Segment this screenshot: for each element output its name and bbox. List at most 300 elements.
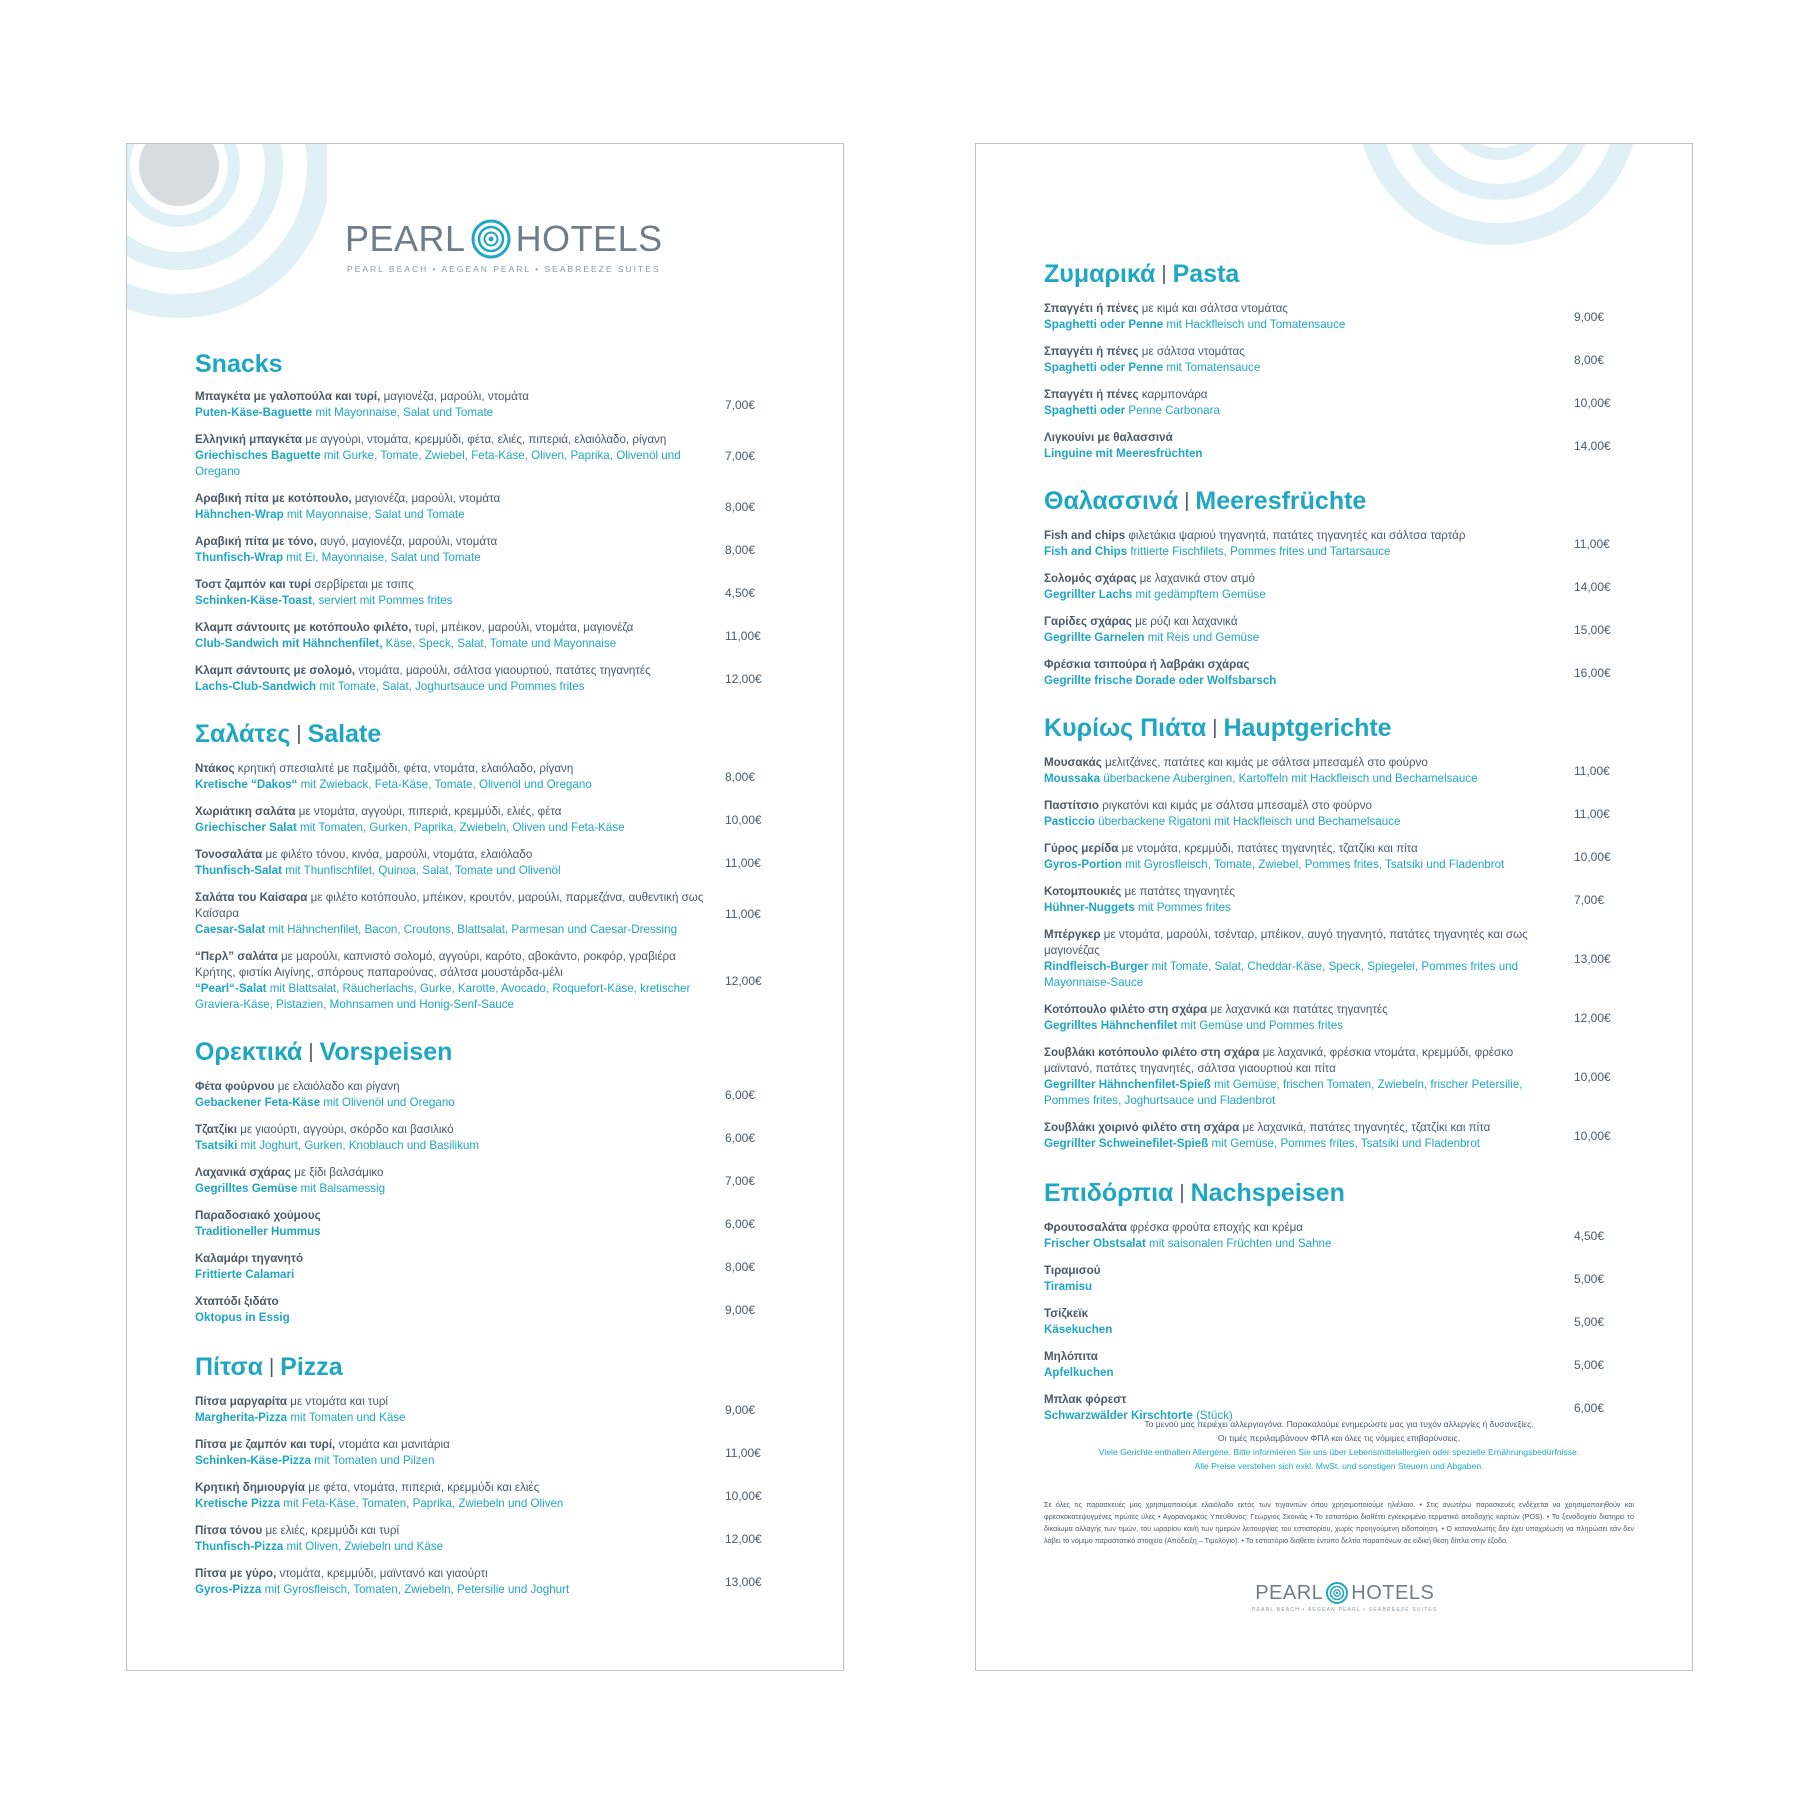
section-title-de: Snacks bbox=[195, 350, 283, 378]
item-name-gr: Πίτσα μαργαρίτα bbox=[195, 1395, 288, 1408]
menu-item bbox=[1044, 1002, 1634, 1034]
menu-item bbox=[1044, 614, 1634, 646]
item-price: 6,00€ bbox=[725, 1131, 756, 1145]
section-title-gr: Επιδόρπια bbox=[1044, 1179, 1174, 1207]
item-german-line bbox=[195, 1453, 705, 1469]
item-price: 5,00€ bbox=[1574, 1272, 1605, 1286]
menu-item-list bbox=[1044, 1220, 1634, 1424]
item-desc-gr: με ξίδι βαλσάμικο bbox=[290, 1166, 384, 1179]
item-name-de: Tsatsiki bbox=[195, 1139, 238, 1152]
menu-item-description bbox=[195, 432, 705, 480]
menu-item-description bbox=[1044, 798, 1554, 830]
menu-section bbox=[1044, 486, 1634, 689]
item-desc-gr: κρητική σπεσιαλιτέ με παξιμάδι, φέτα, ντομάτα, ελαιόλαδο, ρίγανη bbox=[234, 762, 574, 775]
item-desc-de: mit Ei, Mayonnaise, Salat und Tomate bbox=[283, 551, 481, 564]
note-de-1: Viele Gerichte enthalten Allergene. Bitte informieren Sie uns über Lebensmittelallergien oder spezielle Ernährungsbedürfnisse. bbox=[1098, 1447, 1580, 1457]
menu-section bbox=[195, 1352, 785, 1598]
item-name-de: Gegrillter Lachs bbox=[1044, 588, 1133, 601]
menu-item-description bbox=[1044, 927, 1554, 991]
item-name-gr: Γαρίδες σχάρας bbox=[1044, 615, 1132, 628]
item-desc-gr: με μαρούλι, καπνιστό σολομό, αγγούρι, καρότο, αβοκάντο, ροκφόρ, γραβιέρα Κρήτης, φιστίκι Αιγίνης, σπόρους παπαρούνας, σάλτσα μουστάρδα-μέλι bbox=[195, 950, 676, 979]
section-title-gr: Κυρίως Πιάτα bbox=[1044, 714, 1207, 742]
item-price: 8,00€ bbox=[725, 543, 756, 557]
item-name-de: Hähnchen-Wrap bbox=[195, 508, 284, 521]
section-title-de: Nachspeisen bbox=[1190, 1179, 1345, 1207]
menu-item-description bbox=[195, 890, 705, 938]
menu-item-description bbox=[195, 1165, 705, 1197]
item-desc-gr: με σάλτσα ντομάτας bbox=[1138, 345, 1245, 358]
item-german-line bbox=[1044, 1077, 1554, 1109]
section-title-separator: | bbox=[1179, 1182, 1185, 1204]
logo-word-hotels: HOTELS bbox=[1351, 1581, 1435, 1604]
item-desc-de: mit Feta-Käse, Tomaten, Paprika, Zwiebeln und Oliven bbox=[280, 1497, 564, 1510]
item-desc-de: (Stück) bbox=[1192, 1409, 1233, 1422]
menu-item bbox=[1044, 1306, 1634, 1338]
item-name-gr: Κλαμπ σάντουιτς με σολομό, bbox=[195, 664, 356, 677]
item-greek-line bbox=[195, 1523, 705, 1539]
section-title-gr: Θαλασσινά bbox=[1044, 487, 1179, 515]
item-name-de: Schwarzwälder Kirschtorte bbox=[1044, 1409, 1193, 1422]
menu-item bbox=[195, 1251, 785, 1283]
item-desc-gr: μελιτζάνες, πατάτες και κιμάς με σάλτσα μπεσαμέλ στο φούρνο bbox=[1101, 756, 1428, 769]
item-greek-line bbox=[195, 1294, 705, 1310]
section-title-separator: | bbox=[296, 723, 302, 745]
item-german-line bbox=[195, 679, 705, 695]
menu-item bbox=[1044, 798, 1634, 830]
item-greek-line bbox=[195, 620, 705, 636]
item-price: 11,00€ bbox=[725, 1446, 761, 1460]
item-name-gr: Πίτσα με γύρο, bbox=[195, 1567, 277, 1580]
menu-item-description bbox=[1044, 1306, 1554, 1338]
menu-section bbox=[1044, 259, 1634, 462]
item-german-line bbox=[195, 405, 705, 421]
item-german-line bbox=[195, 1582, 705, 1598]
item-desc-gr: φρέσκα φρούτα εποχής και κρέμα bbox=[1126, 1221, 1303, 1234]
menu-item bbox=[195, 1566, 785, 1598]
item-price: 11,00€ bbox=[1574, 764, 1610, 778]
item-desc-de: überbackene Rigatoni mit Hackfleisch und Bechamelsauce bbox=[1094, 815, 1401, 828]
pearl-spiral-icon bbox=[470, 218, 512, 260]
item-name-gr: Κλαμπ σάντουιτς με κοτόπουλο φιλέτο, bbox=[195, 621, 412, 634]
item-name-gr: Τονοσαλάτα bbox=[195, 848, 263, 861]
item-name-de: Caesar-Salat bbox=[195, 923, 266, 936]
item-price: 5,00€ bbox=[1574, 1358, 1605, 1372]
item-greek-line bbox=[195, 1437, 705, 1453]
section-title-gr: Πίτσα bbox=[195, 1353, 263, 1381]
menu-item-description bbox=[1044, 430, 1554, 462]
note-gr-1: Το μενού μας περιέχει αλλεργιογόνα. Παρακαλούμε ενημερώστε μας για τυχόν αλλεργίες ή δυσανεξίες. bbox=[1144, 1419, 1534, 1429]
item-desc-de: mit Tomate, Salat, Joghurtsauce und Pommes frites bbox=[316, 680, 585, 693]
item-price: 15,00€ bbox=[1574, 623, 1611, 637]
item-price: 12,00€ bbox=[725, 672, 762, 686]
item-name-gr: Φέτα φούρνου bbox=[195, 1080, 275, 1093]
item-name-de: Kretische “Dakos“ bbox=[195, 778, 298, 791]
menu-item-list bbox=[195, 1394, 785, 1598]
item-name-de: Gebackener Feta-Käse bbox=[195, 1096, 321, 1109]
item-greek-line bbox=[1044, 387, 1554, 403]
item-greek-line bbox=[1044, 798, 1554, 814]
item-desc-de: mit Oliven, Zwiebeln und Käse bbox=[283, 1540, 444, 1553]
item-desc-de: mit Zwieback, Feta-Käse, Tomate, Olivenöl und Oregano bbox=[297, 778, 592, 791]
item-name-de: “Pearl“-Salat bbox=[195, 982, 267, 995]
section-title bbox=[195, 349, 785, 379]
item-desc-de: mit Olivenöl und Oregano bbox=[320, 1096, 455, 1109]
item-greek-line bbox=[1044, 657, 1554, 673]
item-desc-de: Penne Carbonara bbox=[1125, 404, 1220, 417]
item-price: 8,00€ bbox=[725, 770, 756, 784]
item-name-gr: Μπέργκερ bbox=[1044, 928, 1101, 941]
item-name-de: Gegrilltes Hähnchenfilet bbox=[1044, 1019, 1178, 1032]
item-desc-de: mit Hähnchenfilet, Bacon, Croutons, Blattsalat, Parmesan und Caesar-Dressing bbox=[265, 923, 678, 936]
menu-section bbox=[195, 1037, 785, 1326]
menu-item bbox=[195, 1437, 785, 1469]
menu-item bbox=[195, 1122, 785, 1154]
item-greek-line bbox=[1044, 430, 1554, 446]
item-price: 8,00€ bbox=[1574, 353, 1605, 367]
item-price: 10,00€ bbox=[725, 813, 762, 827]
item-german-line bbox=[195, 1410, 705, 1426]
item-greek-line bbox=[1044, 841, 1554, 857]
menu-item-description bbox=[195, 949, 705, 1013]
item-desc-gr: αυγό, μαγιονέζα, μαρούλι, ντομάτα bbox=[316, 535, 498, 548]
item-price: 14,00€ bbox=[1574, 439, 1611, 453]
item-price: 11,00€ bbox=[1574, 537, 1610, 551]
pearl-hotels-logo bbox=[345, 218, 663, 274]
menu-item-description bbox=[1044, 1263, 1554, 1295]
item-german-line bbox=[1044, 446, 1554, 462]
menu-section bbox=[1044, 1178, 1634, 1424]
item-desc-de: mit saisonalen Früchten und Sahne bbox=[1145, 1237, 1332, 1250]
pearl-spiral-icon bbox=[1325, 1581, 1349, 1605]
item-desc-gr: μαγιονέζα, μαρούλι, ντομάτα bbox=[351, 492, 501, 505]
item-desc-gr: ντομάτα, κρεμμύδι, μαϊντανό και γιαούρτι bbox=[276, 1567, 488, 1580]
menu-item-description bbox=[195, 620, 705, 652]
item-name-de: Frischer Obstsalat bbox=[1044, 1237, 1146, 1250]
menu-item-description bbox=[195, 804, 705, 836]
item-desc-gr: με ντομάτα, μαρούλι, τσένταρ, μπέικον, αυγό τηγανητό, πατάτες τηγανητές και σως μαγιονέζας bbox=[1044, 928, 1528, 957]
item-greek-line bbox=[195, 1122, 705, 1138]
item-german-line bbox=[1044, 1279, 1554, 1295]
item-name-gr: Πίτσα τόνου bbox=[195, 1524, 263, 1537]
item-desc-de: mit Tomaten und Käse bbox=[287, 1411, 406, 1424]
item-price: 12,00€ bbox=[1574, 1011, 1611, 1025]
item-greek-line bbox=[195, 491, 705, 507]
item-desc-de: mit Mayonnaise, Salat und Tomate bbox=[283, 508, 465, 521]
menu-item-description bbox=[1044, 1002, 1554, 1034]
menu-item-description bbox=[1044, 841, 1554, 873]
item-desc-gr: με λαχανικά και πατάτες τηγανητές bbox=[1207, 1003, 1388, 1016]
menu-item-description bbox=[1044, 1349, 1554, 1381]
item-desc-gr: με κιμά και σάλτσα ντομάτας bbox=[1138, 302, 1288, 315]
menu-section bbox=[1044, 713, 1634, 1152]
item-name-gr: Σολομός σχάρας bbox=[1044, 572, 1137, 585]
menu-item-description bbox=[195, 389, 705, 421]
item-desc-gr: σερβίρεται με τσιπς bbox=[311, 578, 414, 591]
item-greek-line bbox=[195, 949, 705, 981]
item-german-line bbox=[1044, 771, 1554, 787]
item-greek-line bbox=[195, 577, 705, 593]
item-desc-de: , serviert mit Pommes frites bbox=[312, 594, 453, 607]
menu-item bbox=[195, 491, 785, 523]
item-german-line bbox=[195, 636, 705, 652]
item-greek-line bbox=[195, 847, 705, 863]
section-title bbox=[1044, 486, 1634, 518]
section-title-de: Pasta bbox=[1172, 260, 1240, 288]
item-name-de: Gyros-Portion bbox=[1044, 858, 1122, 871]
item-german-line bbox=[195, 777, 705, 793]
menu-item-description bbox=[195, 1566, 705, 1598]
item-name-gr: Τζατζίκι bbox=[195, 1123, 237, 1136]
item-greek-line bbox=[1044, 1349, 1554, 1365]
item-greek-line bbox=[195, 890, 705, 922]
item-greek-line bbox=[1044, 301, 1554, 317]
item-name-de: Schinken-Käse-Toast bbox=[195, 594, 313, 607]
item-german-line bbox=[1044, 1236, 1554, 1252]
item-greek-line bbox=[1044, 571, 1554, 587]
section-title-separator: | bbox=[1212, 717, 1218, 739]
item-greek-line bbox=[195, 663, 705, 679]
menu-item bbox=[195, 1208, 785, 1240]
item-german-line bbox=[1044, 1322, 1554, 1338]
item-name-gr: Χωριάτικη σαλάτα bbox=[195, 805, 296, 818]
item-greek-line bbox=[195, 1394, 705, 1410]
item-greek-line bbox=[195, 389, 705, 405]
item-price: 4,50€ bbox=[1574, 1229, 1605, 1243]
menu-item-description bbox=[195, 1394, 705, 1426]
menu-item bbox=[195, 1165, 785, 1197]
item-greek-line bbox=[1044, 344, 1554, 360]
item-name-de: Gegrilltes Gemüse bbox=[195, 1182, 298, 1195]
item-name-gr: Γύρος μερίδα bbox=[1044, 842, 1119, 855]
item-name-de: Fish and Chips bbox=[1044, 545, 1128, 558]
menu-item-description bbox=[1044, 1120, 1554, 1152]
item-german-line bbox=[1044, 959, 1554, 991]
item-price: 11,00€ bbox=[725, 856, 761, 870]
item-name-gr: Τοστ ζαμπόν και τυρί bbox=[195, 578, 312, 591]
item-desc-gr: με γιαούρτι, αγγούρι, σκόρδο και βασιλικό bbox=[237, 1123, 454, 1136]
menu-item-description bbox=[1044, 344, 1554, 376]
logo-word-hotels: HOTELS bbox=[515, 218, 663, 259]
item-name-de: Gyros-Pizza bbox=[195, 1583, 262, 1596]
item-name-de: Gegrillter Schweinefilet-Spieß bbox=[1044, 1137, 1209, 1150]
menu-item bbox=[1044, 1349, 1634, 1381]
item-name-de: Griechisches Baguette bbox=[195, 449, 321, 462]
menu-page-right bbox=[975, 143, 1693, 1671]
menu-item bbox=[195, 761, 785, 793]
item-greek-line bbox=[1044, 1306, 1554, 1322]
section-title-de: Hauptgerichte bbox=[1223, 714, 1392, 742]
item-desc-de: mit Gurke, Tomate, Zwiebel, Feta-Käse, Oliven, Paprika, Olivenöl und Oregano bbox=[195, 449, 681, 478]
item-name-de: Rindfleisch-Burger bbox=[1044, 960, 1149, 973]
menu-item-list bbox=[1044, 301, 1634, 462]
menu-item-description bbox=[195, 847, 705, 879]
menu-item bbox=[1044, 1045, 1634, 1109]
item-desc-gr: με ντομάτα, αγγούρι, πιπεριά, κρεμμύδι, ελιές, φέτα bbox=[295, 805, 562, 818]
item-greek-line bbox=[1044, 614, 1554, 630]
menu-item-description bbox=[195, 663, 705, 695]
menu-item bbox=[195, 389, 785, 421]
item-desc-gr: με λαχανικά στον ατμό bbox=[1136, 572, 1255, 585]
menu-item bbox=[195, 663, 785, 695]
item-greek-line bbox=[1044, 884, 1554, 900]
item-desc-de: mit Gyrosfleisch, Tomaten, Zwiebeln, Petersilie und Joghurt bbox=[261, 1583, 570, 1596]
item-name-gr: Σουβλάκι κοτόπουλο φιλέτο στη σχάρα bbox=[1044, 1046, 1260, 1059]
item-german-line bbox=[1044, 360, 1554, 376]
item-desc-de: mit Thunfischfilet, Quinoa, Salat, Tomate und Olivenöl bbox=[281, 864, 561, 877]
menu-item bbox=[1044, 387, 1634, 419]
menu-item bbox=[195, 1079, 785, 1111]
menu-item-description bbox=[1044, 571, 1554, 603]
menu-item-description bbox=[1044, 1220, 1554, 1252]
item-price: 10,00€ bbox=[725, 1489, 762, 1503]
item-desc-de: mit Gemüse, Pommes frites, Tsatsiki und Fladenbrot bbox=[1208, 1137, 1480, 1150]
menu-item bbox=[195, 432, 785, 480]
menu-item-description bbox=[195, 1208, 705, 1240]
item-german-line bbox=[195, 1181, 705, 1197]
item-name-de: Pasticcio bbox=[1044, 815, 1095, 828]
item-name-de: Thunfisch-Wrap bbox=[195, 551, 284, 564]
item-name-gr: Αραβική πίτα με κοτόπουλο, bbox=[195, 492, 352, 505]
section-title bbox=[1044, 1178, 1634, 1210]
item-german-line bbox=[195, 981, 705, 1013]
item-desc-gr: με ρύζι και λαχανικά bbox=[1131, 615, 1238, 628]
menu-item-list bbox=[1044, 528, 1634, 689]
item-name-de: Schinken-Käse-Pizza bbox=[195, 1454, 311, 1467]
menu-page-left bbox=[126, 143, 844, 1671]
item-name-gr: Τσίζκεϊκ bbox=[1044, 1307, 1089, 1320]
item-greek-line bbox=[1044, 1392, 1554, 1408]
item-german-line bbox=[1044, 1018, 1554, 1034]
item-desc-de: mit Blattsalat, Räucherlachs, Gurke, Karotte, Avocado, Roquefort-Käse, kretischer Graviera-Käse, Pistazien, Mohnsamen und Honig-Senf-Sauce bbox=[195, 982, 691, 1011]
menu-right-sections bbox=[1044, 259, 1634, 1435]
menu-section bbox=[195, 349, 785, 695]
menu-item bbox=[195, 847, 785, 879]
item-price: 9,00€ bbox=[725, 1303, 756, 1317]
menu-item-list bbox=[195, 1079, 785, 1326]
section-title-de: Pizza bbox=[280, 1353, 343, 1381]
item-price: 13,00€ bbox=[725, 1575, 762, 1589]
item-price: 8,00€ bbox=[725, 500, 756, 514]
item-desc-de: mit Gemüse, frischen Tomaten, Zwiebeln, frischer Petersilie, Pommes frites, Joghurtsauce und Fladenbrot bbox=[1044, 1078, 1523, 1107]
menu-item-description bbox=[195, 534, 705, 566]
item-greek-line bbox=[195, 1566, 705, 1582]
item-name-gr: Λιγκουίνι με θαλασσινά bbox=[1044, 431, 1173, 444]
item-price: 8,00€ bbox=[725, 1260, 756, 1274]
item-name-de: Käsekuchen bbox=[1044, 1323, 1113, 1336]
item-price: 7,00€ bbox=[725, 1174, 756, 1188]
item-desc-gr: με φιλέτο κοτόπουλο, μπέικον, κρουτόν, μαρούλι, παρμεζάνα, αυθεντική σως Καίσαρα bbox=[195, 891, 704, 920]
item-german-line bbox=[1044, 587, 1554, 603]
item-name-gr: Σαλάτα του Καίσαρα bbox=[195, 891, 308, 904]
item-german-line bbox=[195, 507, 705, 523]
pearl-hotels-logo-footer bbox=[1252, 1581, 1438, 1613]
item-name-gr: Παστίτσιο bbox=[1044, 799, 1099, 812]
item-name-de: Oktopus in Essig bbox=[195, 1311, 290, 1324]
section-title-separator: | bbox=[1184, 490, 1190, 512]
item-price: 10,00€ bbox=[1574, 1070, 1611, 1084]
item-name-gr: Αραβική πίτα με τόνο, bbox=[195, 535, 317, 548]
item-price: 13,00€ bbox=[1574, 952, 1611, 966]
item-name-de: Lachs-Club-Sandwich bbox=[195, 680, 317, 693]
item-price: 6,00€ bbox=[725, 1088, 756, 1102]
menu-item-description bbox=[195, 1480, 705, 1512]
item-desc-gr: φιλετάκια ψαριού τηγανητά, πατάτες τηγανητές και σάλτσα ταρτάρ bbox=[1125, 529, 1466, 542]
item-name-gr: “Περλ” σαλάτα bbox=[195, 950, 278, 963]
item-desc-gr: με ντομάτα και τυρί bbox=[287, 1395, 388, 1408]
logo-word-pearl: PEARL bbox=[1255, 1581, 1324, 1604]
item-name-gr: Πίτσα με ζαμπόν και τυρί, bbox=[195, 1438, 336, 1451]
item-name-de: Tiramisu bbox=[1044, 1280, 1093, 1293]
item-german-line bbox=[195, 448, 705, 480]
item-name-de: Griechischer Salat bbox=[195, 821, 297, 834]
item-desc-de: mit Hackfleisch und Tomatensauce bbox=[1163, 318, 1346, 331]
item-greek-line bbox=[195, 1208, 705, 1224]
item-greek-line bbox=[195, 1480, 705, 1496]
menu-item bbox=[1044, 927, 1634, 991]
item-desc-gr: καρμπονάρα bbox=[1138, 388, 1208, 401]
pearl-rings-decoration bbox=[127, 144, 327, 334]
item-price: 10,00€ bbox=[1574, 396, 1611, 410]
menu-item-description bbox=[195, 1079, 705, 1111]
item-greek-line bbox=[1044, 1263, 1554, 1279]
item-price: 14,00€ bbox=[1574, 580, 1611, 594]
item-name-de: Kretische Pizza bbox=[195, 1497, 281, 1510]
item-desc-de: mit Gyrosfleisch, Tomate, Zwiebel, Pommes frites, Tsatsiki und Fladenbrot bbox=[1121, 858, 1505, 871]
menu-item bbox=[1044, 884, 1634, 916]
item-desc-de: mit Tomaten und Pilzen bbox=[310, 1454, 435, 1467]
menu-item bbox=[195, 1480, 785, 1512]
item-name-gr: Παραδοσιακό χούμους bbox=[195, 1209, 321, 1222]
item-name-gr: Φρουτοσαλάτα bbox=[1044, 1221, 1127, 1234]
item-name-de: Margherita-Pizza bbox=[195, 1411, 288, 1424]
menu-item bbox=[1044, 1263, 1634, 1295]
item-price: 12,00€ bbox=[725, 1532, 762, 1546]
menu-item-description bbox=[195, 1523, 705, 1555]
item-name-gr: Τιραμισού bbox=[1044, 1264, 1101, 1277]
item-price: 10,00€ bbox=[1574, 1129, 1611, 1143]
item-price: 4,50€ bbox=[725, 586, 756, 600]
menu-item-description bbox=[1044, 528, 1554, 560]
menu-item bbox=[1044, 657, 1634, 689]
menu-item bbox=[195, 620, 785, 652]
item-desc-de: frittierte Fischfilets, Pommes frites und Tartarsauce bbox=[1127, 545, 1391, 558]
item-german-line bbox=[195, 1138, 705, 1154]
item-name-gr: Μπαγκέτα με γαλοπούλα και τυρί, bbox=[195, 390, 381, 403]
item-name-gr: Κοτόπουλο φιλέτο στη σχάρα bbox=[1044, 1003, 1208, 1016]
item-desc-de: überbackene Auberginen, Kartoffeln mit Hackfleisch und Bechamelsauce bbox=[1100, 772, 1478, 785]
item-german-line bbox=[1044, 544, 1554, 560]
item-name-de: Spaghetti oder Penne bbox=[1044, 361, 1164, 374]
item-name-gr: Fish and chips bbox=[1044, 529, 1126, 542]
item-name-de: Puten-Käse-Baguette bbox=[195, 406, 313, 419]
note-gr-2: Οι τιμές περιλαμβάνουν ΦΠΑ και όλες τις νόμιμες επιβαρύνσεις. bbox=[1217, 1433, 1461, 1443]
item-greek-line bbox=[1044, 755, 1554, 771]
menu-item bbox=[1044, 430, 1634, 462]
item-greek-line bbox=[195, 432, 705, 448]
item-name-de: Gegrillte Garnelen bbox=[1044, 631, 1145, 644]
item-german-line bbox=[195, 1267, 705, 1283]
item-german-line bbox=[195, 1496, 705, 1512]
item-desc-gr: τυρί, μπέικον, μαρούλι, ντομάτα, μαγιονέζα bbox=[411, 621, 634, 634]
item-name-gr: Καλαμάρι τηγανητό bbox=[195, 1252, 304, 1265]
section-title-gr: Ορεκτικά bbox=[195, 1038, 303, 1066]
item-desc-gr: με ελιές, κρεμμύδι και τυρί bbox=[262, 1524, 400, 1537]
section-title bbox=[1044, 713, 1634, 745]
menu-item-description bbox=[195, 491, 705, 523]
item-desc-gr: με φιλέτο τόνου, κινόα, μαρούλι, ντομάτα, ελαιόλαδο bbox=[262, 848, 533, 861]
item-name-gr: Κρητική δημιουργία bbox=[195, 1481, 306, 1494]
item-greek-line bbox=[1044, 528, 1554, 544]
